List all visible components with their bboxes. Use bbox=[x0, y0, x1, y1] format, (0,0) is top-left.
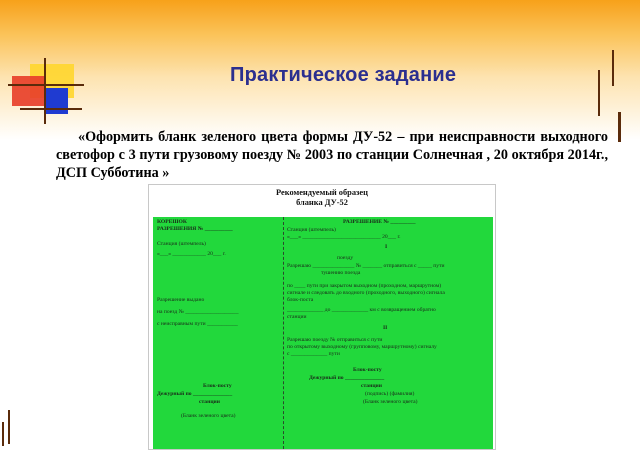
permit-ii-line-3: с _____________ пути bbox=[287, 351, 340, 357]
form-du52-sample bbox=[148, 184, 496, 450]
permit-line-5: _____________ до _____________ км с возвращением обратно bbox=[287, 307, 436, 313]
form-heading bbox=[149, 188, 495, 208]
permit-color-note: (Бланк зеленого цвета) bbox=[363, 399, 418, 405]
decorative-line bbox=[618, 112, 621, 142]
decorative-line bbox=[612, 50, 614, 86]
decorative-line bbox=[2, 422, 4, 446]
decorative-line bbox=[598, 70, 600, 116]
stub-duty: Дежурный по ______________ bbox=[157, 391, 233, 397]
form-green-blank bbox=[153, 217, 493, 449]
stub-train: на поезд № ___________________ bbox=[157, 309, 239, 315]
stub-color-note: (Бланк зеленого цвета) bbox=[181, 413, 236, 419]
stub-signal: с неисправным пути ___________ bbox=[157, 321, 238, 327]
permit-duty: Дежурный по ______________ bbox=[309, 375, 385, 381]
permit-line-4: блок-поста bbox=[287, 297, 314, 303]
stub-date: «___» ____________ 20___ г. bbox=[157, 251, 226, 257]
task-description: «Оформить бланк зеленого цвета формы ДУ-52 – при неисправности выходного светофор с 3 пути грузовому поезду № 2003 по станции Солнечная , 20 октября 2014г., ДСП Субботина » bbox=[56, 129, 608, 181]
permit-blockpost: Блок-посту bbox=[353, 367, 382, 373]
decorative-line bbox=[44, 58, 46, 124]
stub-number: РАЗРЕШЕНИЯ № __________ bbox=[157, 226, 233, 232]
cut-line-divider bbox=[283, 217, 284, 449]
permit-line-6: станции bbox=[287, 314, 307, 320]
permit-line-2: по ____ пути при закрытом выходном (проходном, маршрутном) bbox=[287, 283, 442, 289]
permit-title: РАЗРЕШЕНИЕ № _________ bbox=[343, 219, 416, 225]
stub-title: КОРЕШОК bbox=[157, 219, 187, 225]
permit-station-sign: станции bbox=[361, 383, 382, 389]
permit-date: «___» ____________________________ 20___ г. bbox=[287, 234, 401, 240]
form-heading-line2: бланка ДУ-52 bbox=[296, 198, 348, 207]
stub-blockpost: Блок-посту bbox=[203, 383, 232, 389]
stub-issued: Разрешение выдано bbox=[157, 297, 205, 303]
stub-station-sign: станции bbox=[199, 399, 220, 405]
permit-line-1-sub: тушению поезда bbox=[321, 270, 361, 276]
decorative-line bbox=[8, 410, 10, 444]
permit-section-1: I bbox=[385, 244, 388, 250]
permit-sign-note: (подпись) (фамилия) bbox=[365, 391, 415, 397]
permit-line-3: сигнале и следовать до входного (проходного, выходного) сигнала bbox=[287, 290, 445, 296]
permit-train-line: поезду bbox=[337, 255, 354, 261]
slide-title: Практическое задание bbox=[230, 64, 457, 86]
stub-station: Станция (штемпель) bbox=[157, 241, 206, 247]
decorative-line bbox=[8, 84, 84, 86]
form-heading-line1: Рекомендуемый образец bbox=[276, 188, 368, 197]
permit-line-1: Разрешаю _______________ № _______ отправиться с _____ пути bbox=[287, 263, 445, 269]
permit-ii-line-1: Разрешаю поезду № отправиться с пути bbox=[287, 337, 383, 343]
decorative-red-square bbox=[12, 76, 46, 106]
permit-ii-line-2: по открытому выходному (групповому, маршрутному) сигналу bbox=[287, 344, 437, 350]
decorative-line bbox=[20, 108, 82, 110]
permit-station: Станция (штемпель) bbox=[287, 227, 336, 233]
decorative-blue-square bbox=[46, 88, 68, 114]
permit-section-2: II bbox=[383, 325, 388, 331]
